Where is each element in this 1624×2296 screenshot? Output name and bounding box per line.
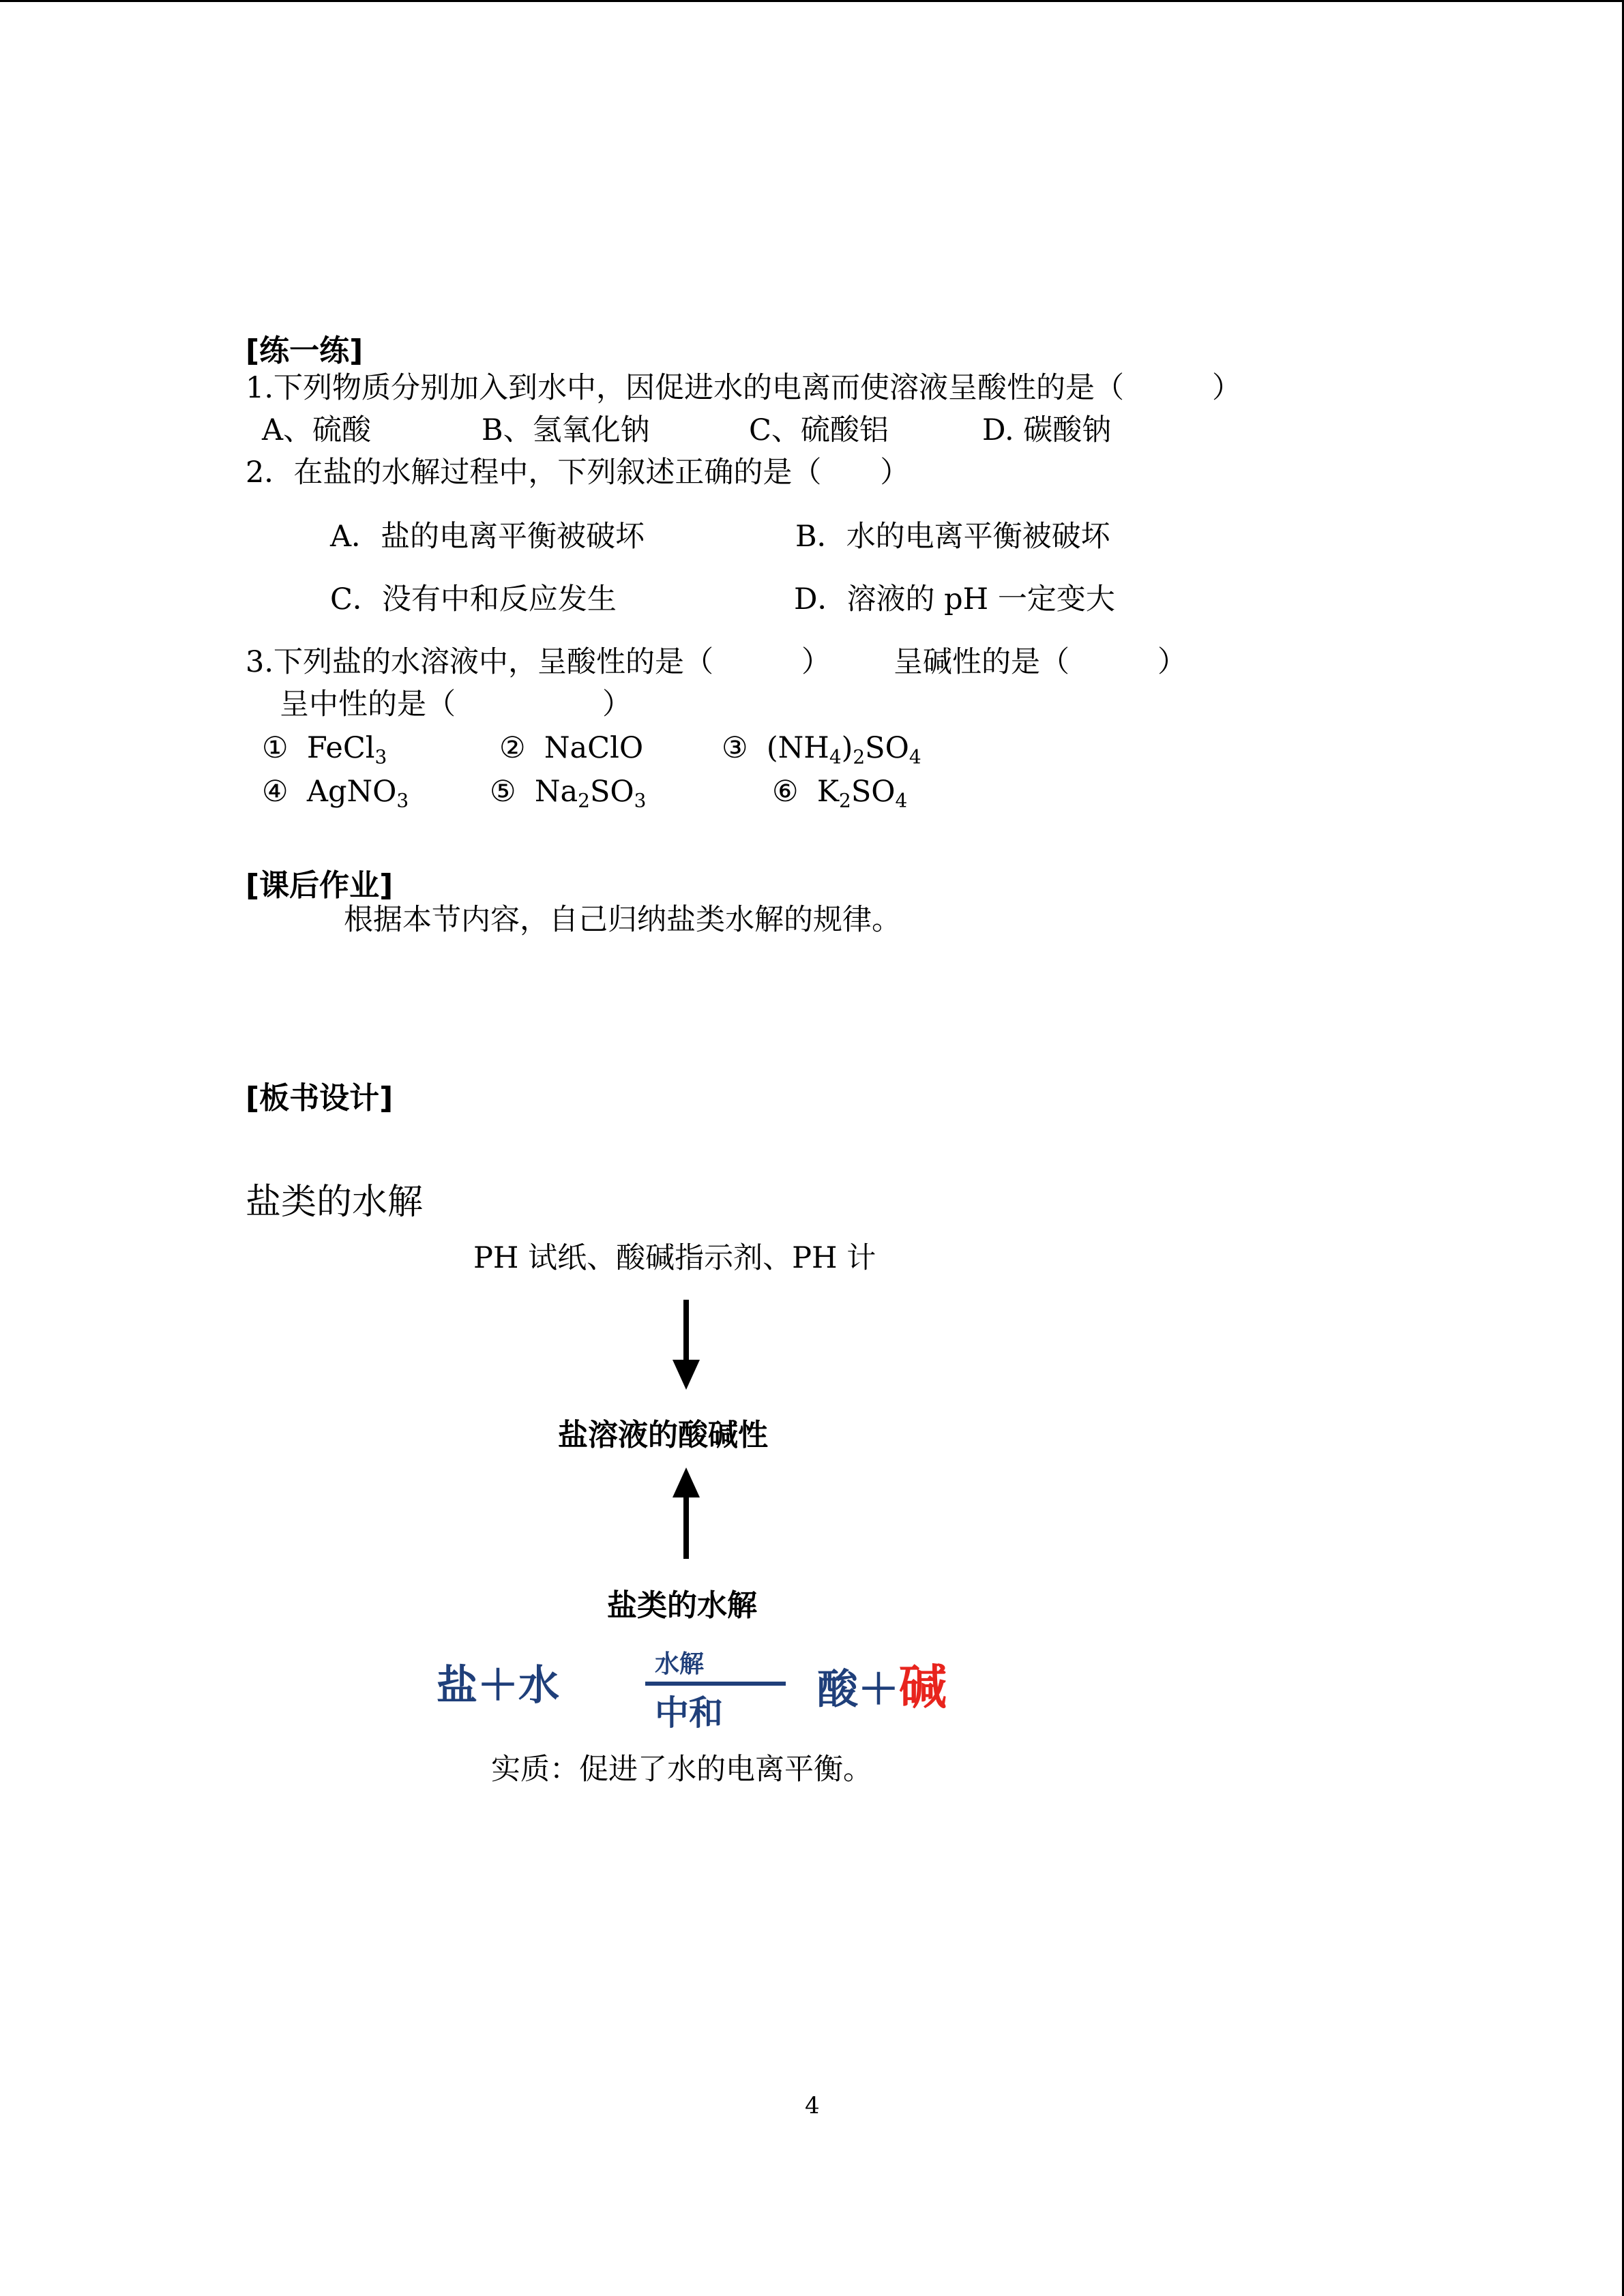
q3-item-3-formula-part-2: ) — [841, 731, 853, 765]
down-arrow-icon — [666, 1300, 707, 1392]
page-border-top — [0, 0, 1624, 2]
q3-item-5-subscript-1: 2 — [578, 789, 590, 812]
q3-item-3-number: ③ — [722, 731, 748, 765]
question-2-option-b: B．水的电离平衡被破坏 — [795, 520, 1110, 554]
board-top-text: PH 试纸、酸碱指示剂、PH 计 — [473, 1241, 876, 1275]
equation-right-acid: 酸＋ — [817, 1666, 899, 1714]
question-1-option-a: A、硫酸 — [262, 413, 372, 447]
q3-item-3-formula-part-1: (NH — [766, 731, 829, 765]
question-3-stem-acidic: 3.下列盐的水溶液中，呈酸性的是（ ） — [246, 645, 831, 679]
question-2-option-c: C．没有中和反应发生 — [330, 582, 617, 616]
question-1-option-b: B、氢氧化钠 — [482, 413, 650, 447]
q3-item-3-formula-part-3: SO — [865, 731, 909, 765]
board-title: 盐类的水解 — [246, 1182, 424, 1223]
board-bottom-label: 盐类的水解 — [607, 1588, 757, 1623]
q3-item-5-formula-part-1: Na — [534, 775, 578, 809]
q3-item-3-subscript-1: 4 — [829, 745, 842, 769]
question-3-stem-neutral: 呈中性的是（ ） — [280, 687, 632, 721]
q3-item-1-formula: FeCl — [306, 731, 375, 765]
practice-heading: [练一练] — [246, 333, 364, 368]
q3-item-6-formula-part-2: SO — [851, 775, 896, 809]
q3-item-4 — [262, 775, 409, 810]
page-number: 4 — [805, 2092, 820, 2119]
q3-item-3-subscript-3: 4 — [909, 745, 921, 769]
q3-item-6-number: ⑥ — [772, 775, 799, 809]
q3-item-2-formula: NaClO — [544, 731, 644, 765]
q3-item-4-formula: AgNO — [306, 775, 397, 809]
q3-item-1-number: ① — [262, 731, 289, 765]
q3-item-3 — [722, 731, 921, 769]
q3-item-3-subscript-2: 2 — [853, 745, 866, 769]
homework-heading: [课后作业] — [246, 868, 394, 903]
q3-item-2 — [499, 731, 643, 766]
question-1-stem: 1.下列物质分别加入到水中，因促进水的电离而使溶液呈酸性的是（ ） — [246, 371, 1242, 405]
q3-item-4-number: ④ — [262, 775, 289, 809]
q3-item-5 — [490, 775, 646, 810]
q3-item-1 — [262, 731, 387, 769]
q3-item-1-subscript: 3 — [374, 745, 387, 769]
question-3-stem-basic: 呈碱性的是（ ） — [894, 645, 1187, 679]
board-heading: [板书设计] — [246, 1081, 394, 1116]
question-1-option-c: C、硫酸铝 — [749, 413, 889, 447]
question-2-option-d: D．溶液的 pH 一定变大 — [794, 582, 1115, 616]
equation-right-base: 碱 — [899, 1659, 947, 1715]
q3-item-6 — [772, 775, 907, 810]
equation-over-label: 水解 — [655, 1650, 705, 1678]
up-arrow-icon — [666, 1466, 707, 1559]
question-1-option-d: D. 碳酸钠 — [982, 413, 1112, 447]
q3-item-4-subscript: 3 — [396, 789, 409, 812]
q3-item-5-subscript-2: 3 — [634, 789, 647, 812]
question-2-option-a: A．盐的电离平衡被破坏 — [330, 520, 645, 554]
board-middle-label: 盐溶液的酸碱性 — [558, 1418, 768, 1452]
q3-item-6-formula-part-1: K — [816, 775, 840, 809]
q3-item-5-formula-part-2: SO — [589, 775, 634, 809]
q3-item-2-number: ② — [499, 731, 526, 765]
q3-item-5-number: ⑤ — [490, 775, 516, 809]
board-essence: 实质：促进了水的电离平衡。 — [491, 1753, 872, 1787]
equation-left: 盐＋水 — [437, 1662, 559, 1710]
q3-item-6-subscript-1: 2 — [839, 789, 851, 812]
equation-right — [817, 1649, 947, 1718]
question-2-stem: 2．在盐的水解过程中，下列叙述正确的是（ ） — [246, 456, 910, 490]
equation-under-label: 中和 — [655, 1693, 723, 1733]
homework-text: 根据本节内容，自己归纳盐类水解的规律。 — [344, 903, 901, 937]
q3-item-6-subscript-2: 4 — [895, 789, 908, 812]
